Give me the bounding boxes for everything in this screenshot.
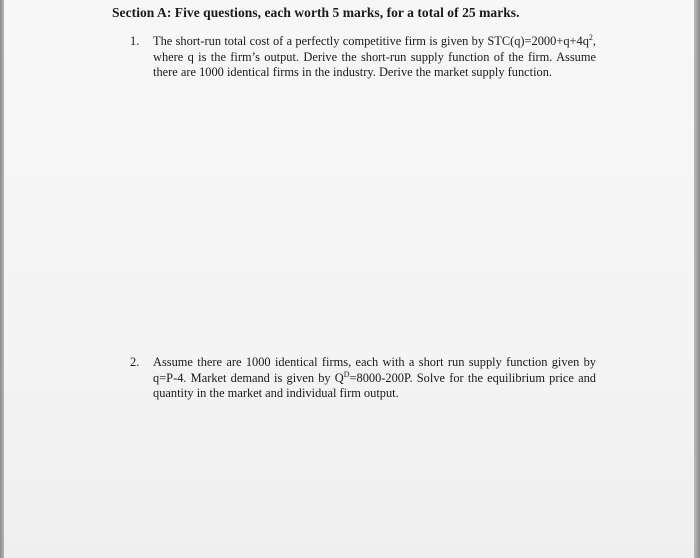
question-text-part: , where q is the firm’s output. Derive the short-run supply function of the firm. Assume there are 1000 identical firms in the industry. Derive the market supply function. (153, 34, 596, 79)
question-2 (130, 355, 596, 402)
page-shadow-right (694, 0, 700, 558)
question-text-part: =8000-200P. Solve for the equilibrium price and quantity in the market and individual firm output. (153, 370, 596, 400)
question-text (153, 34, 596, 81)
question-text (153, 355, 596, 402)
section-heading: Section A: Five questions, each worth 5 marks, for a total of 25 marks. (112, 5, 520, 20)
question-text-part: The short-run total cost of a perfectly competitive firm is given by STC(q)=2000+q+4q (153, 34, 589, 48)
question-text-part: Assume there are 1000 identical firms, each with a short run supply function given by q=P-4. Market demand is given by Q (153, 355, 596, 385)
exam-page (4, 0, 694, 558)
exponent: 2 (588, 32, 593, 42)
question-number: 2. (130, 355, 140, 369)
question-1 (130, 34, 596, 81)
question-number: 1. (130, 34, 140, 48)
superscript-d: D (343, 369, 350, 379)
